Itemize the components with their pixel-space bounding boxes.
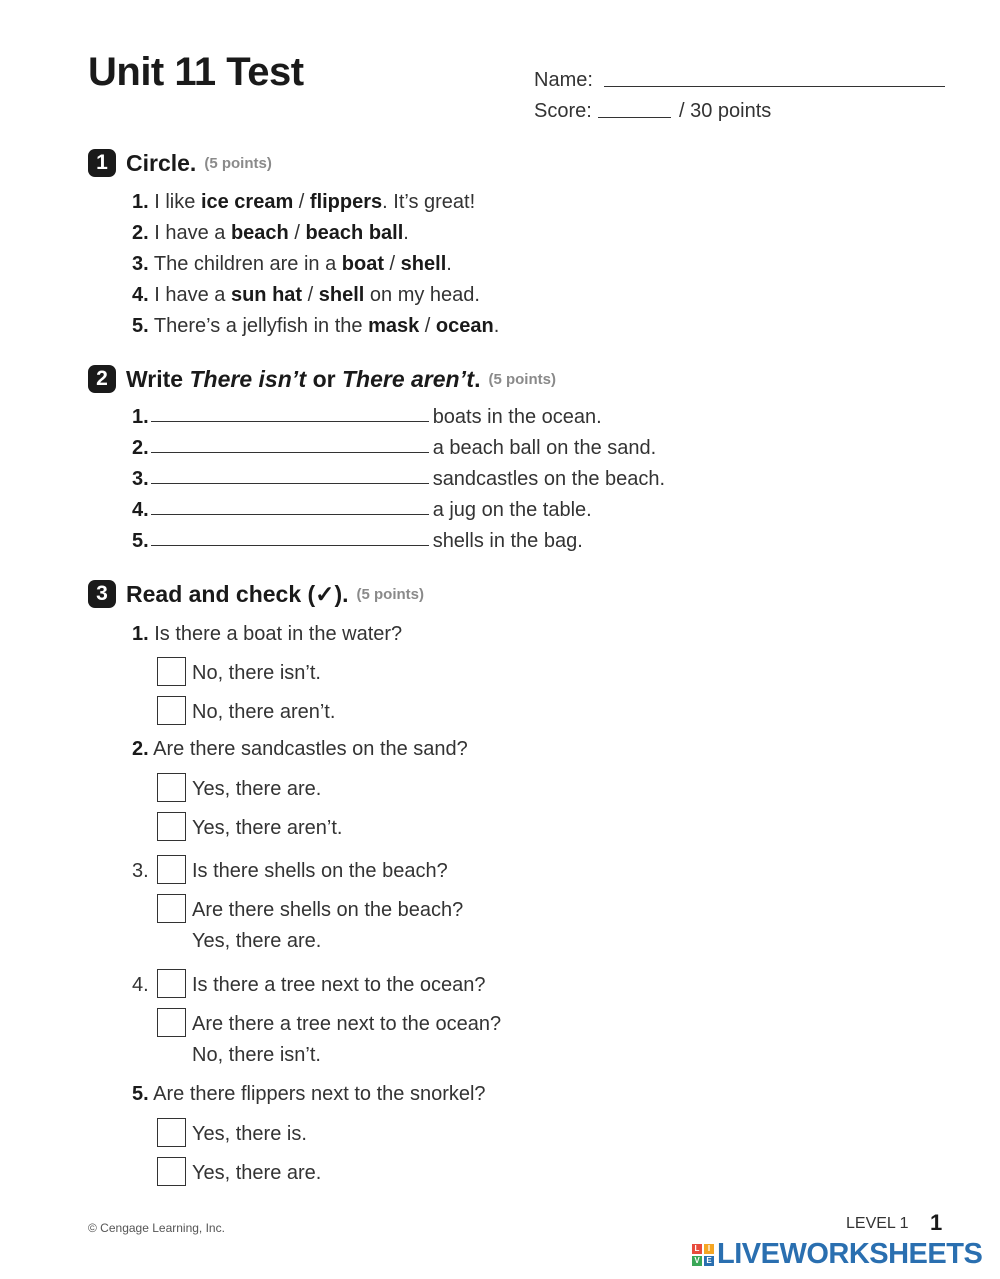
answer-blank[interactable]: [151, 483, 429, 484]
choice-b[interactable]: shell: [318, 284, 365, 306]
section-number-badge: 2: [88, 365, 116, 393]
choice-a[interactable]: sun hat: [230, 284, 303, 306]
fill-in-item: 2. a beach ball on the sand.: [132, 437, 657, 459]
circle-item: 4. I have a sun hat / shell on my head.: [132, 284, 480, 306]
score-field[interactable]: [598, 117, 671, 118]
checkbox[interactable]: [157, 1118, 186, 1147]
liveworksheets-logo[interactable]: [692, 1238, 982, 1271]
section-number-badge: 3: [88, 580, 116, 608]
choice-a[interactable]: mask: [368, 315, 420, 337]
circle-item: 3. The children are in a boat / shell.: [132, 253, 452, 275]
checkbox[interactable]: [157, 969, 186, 998]
section-1-heading: [88, 149, 272, 177]
option-text: Yes, there aren’t.: [192, 817, 343, 839]
choice-b[interactable]: flippers: [309, 191, 383, 213]
choice-a[interactable]: ice cream: [200, 191, 294, 213]
section-points: (5 points): [204, 154, 272, 172]
circle-item: 1. I like ice cream / flippers. It’s great!: [132, 191, 476, 213]
section-title: Write There isn’t or There aren’t.: [126, 365, 481, 392]
option-text: Are there a tree next to the ocean?: [192, 1013, 502, 1035]
choice-a[interactable]: beach: [230, 222, 289, 244]
section-title: Circle.: [126, 149, 197, 176]
choice-b[interactable]: shell: [400, 253, 447, 275]
checkbox[interactable]: [157, 1008, 186, 1037]
checkbox[interactable]: [157, 1157, 186, 1186]
section-title: Read and check (✓).: [126, 580, 349, 607]
option-text: No, there isn’t.: [192, 662, 321, 684]
fill-in-item: 3. sandcastles on the beach.: [132, 468, 666, 490]
score-total: / 30 points: [679, 100, 772, 122]
liveworksheets-icon: L I V E: [692, 1244, 714, 1266]
answer-text: No, there isn’t.: [192, 1044, 321, 1066]
answer-blank[interactable]: [151, 421, 429, 422]
name-field[interactable]: [604, 86, 945, 87]
question-3-number: 3.: [132, 860, 149, 882]
brand-name: LIVEWORKSHEETS: [717, 1238, 983, 1270]
choice-b[interactable]: ocean: [435, 315, 494, 337]
score-label: Score:: [534, 100, 592, 122]
section-number-badge: 1: [88, 149, 116, 177]
option-text: Yes, there is.: [192, 1123, 307, 1145]
checkbox[interactable]: [157, 812, 186, 841]
checkbox[interactable]: [157, 773, 186, 802]
fill-in-item: 4. a jug on the table.: [132, 499, 592, 521]
circle-item: 2. I have a beach / beach ball.: [132, 222, 409, 244]
answer-blank[interactable]: [151, 514, 429, 515]
circle-item: 5. There’s a jellyfish in the mask / ocean.: [132, 315, 500, 337]
checkbox[interactable]: [157, 696, 186, 725]
section-2-heading: [88, 365, 556, 393]
section-3-heading: [88, 580, 424, 608]
level-label: LEVEL 1: [846, 1215, 909, 1232]
option-text: Is there shells on the beach?: [192, 860, 448, 882]
fill-in-item: 5. shells in the bag.: [132, 530, 583, 552]
question-1: 1. Is there a boat in the water?: [132, 623, 403, 645]
section-points: (5 points): [488, 370, 556, 388]
name-label: Name:: [534, 69, 593, 91]
checkbox[interactable]: [157, 894, 186, 923]
page-title: Unit 11 Test: [88, 50, 304, 94]
option-text: Are there shells on the beach?: [192, 899, 464, 921]
option-text: Yes, there are.: [192, 1162, 322, 1184]
answer-text: Yes, there are.: [192, 930, 322, 952]
option-text: Yes, there are.: [192, 778, 322, 800]
page-number: 1: [930, 1210, 943, 1235]
fill-in-item: 1. boats in the ocean.: [132, 406, 602, 428]
choice-a[interactable]: boat: [341, 253, 384, 275]
choice-b[interactable]: beach ball: [305, 222, 404, 244]
answer-blank[interactable]: [151, 452, 429, 453]
copyright: © Cengage Learning, Inc.: [88, 1221, 225, 1235]
checkbox[interactable]: [157, 657, 186, 686]
answer-blank[interactable]: [151, 545, 429, 546]
question-5: 5. Are there flippers next to the snorkel?: [132, 1083, 486, 1105]
option-text: Is there a tree next to the ocean?: [192, 974, 486, 996]
question-4-number: 4.: [132, 974, 149, 996]
checkbox[interactable]: [157, 855, 186, 884]
section-points: (5 points): [356, 585, 424, 603]
option-text: No, there aren’t.: [192, 701, 336, 723]
question-2: 2. Are there sandcastles on the sand?: [132, 738, 468, 760]
